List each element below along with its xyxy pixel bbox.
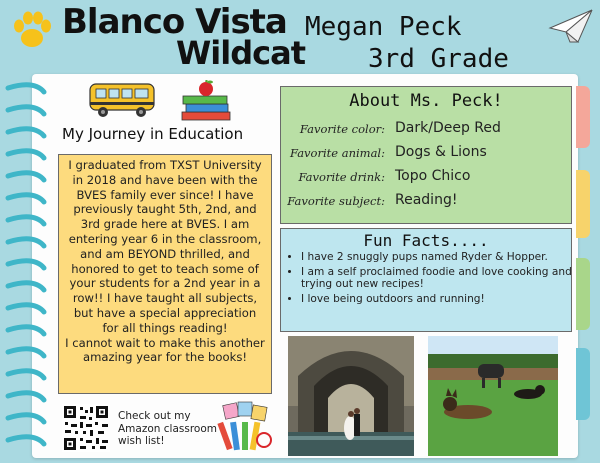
fun-fact-item: • I am a self proclaimed foodie and love cooking and trying out new recipes!: [301, 266, 581, 291]
spiral-binding: [4, 78, 48, 458]
fun-facts-box: [280, 228, 572, 332]
about-label: Favorite drink:: [298, 170, 385, 184]
journey-closing: I cannot wait to make this another amazing year for the books!: [65, 335, 265, 365]
about-row-subject: [281, 191, 571, 213]
about-label: Favorite color:: [299, 122, 385, 136]
tab-blue: [576, 348, 590, 420]
about-label: Favorite animal:: [290, 146, 385, 160]
wedding-photo: [288, 336, 414, 456]
paper-plane-icon: [548, 6, 594, 46]
fun-fact-item: • I have 2 snuggly pups named Ryder & Hopper.: [301, 251, 581, 264]
journey-paragraph: I graduated from TXST University in 2018 and have been with the BVES family ever since! I have previously taught 5th, 2nd, and 3rd grade here at BVES. I am entering year 6 in the classroom, and am BEYOND thrilled, and honored to get to teach some of your students for a 2nd year in a row!! I have taught all subjects, but have a special appreciation for all things reading!: [68, 158, 262, 335]
dogs-photo: [428, 336, 558, 456]
about-row-drink: [281, 167, 571, 189]
school-bus-icon: [86, 78, 160, 120]
journey-title: My Journey in Education: [62, 125, 244, 143]
about-value: Dark/Deep Red: [395, 120, 501, 136]
fun-facts-title: Fun Facts....: [363, 231, 489, 250]
tab-red: [576, 86, 590, 148]
about-value: Topo Chico: [395, 168, 471, 184]
paw-icon: [8, 6, 56, 54]
journey-box: [58, 154, 272, 394]
qr-code[interactable]: [62, 404, 110, 452]
wishlist-text[interactable]: Check out my Amazon classroom wish list!: [118, 410, 218, 447]
about-value: Reading!: [395, 192, 458, 208]
about-row-animal: [281, 143, 571, 165]
school-supplies-icon: [216, 400, 274, 454]
school-name-line2: Wildcat: [176, 34, 305, 72]
about-value: Dogs & Lions: [395, 144, 487, 160]
teacher-name: Megan Peck: [305, 12, 462, 42]
fun-fact-item: • I love being outdoors and running!: [301, 293, 581, 306]
about-label: Favorite subject:: [287, 194, 385, 208]
about-title: About Ms. Peck!: [349, 91, 503, 111]
books-apple-icon: [178, 80, 234, 124]
tab-yellow: [576, 170, 590, 238]
teacher-grade: 3rd Grade: [368, 44, 509, 74]
about-box: [280, 86, 572, 224]
fun-facts-list: [287, 251, 581, 307]
school-name-line1: Blanco Vista: [62, 2, 287, 42]
about-row-color: [281, 119, 571, 141]
